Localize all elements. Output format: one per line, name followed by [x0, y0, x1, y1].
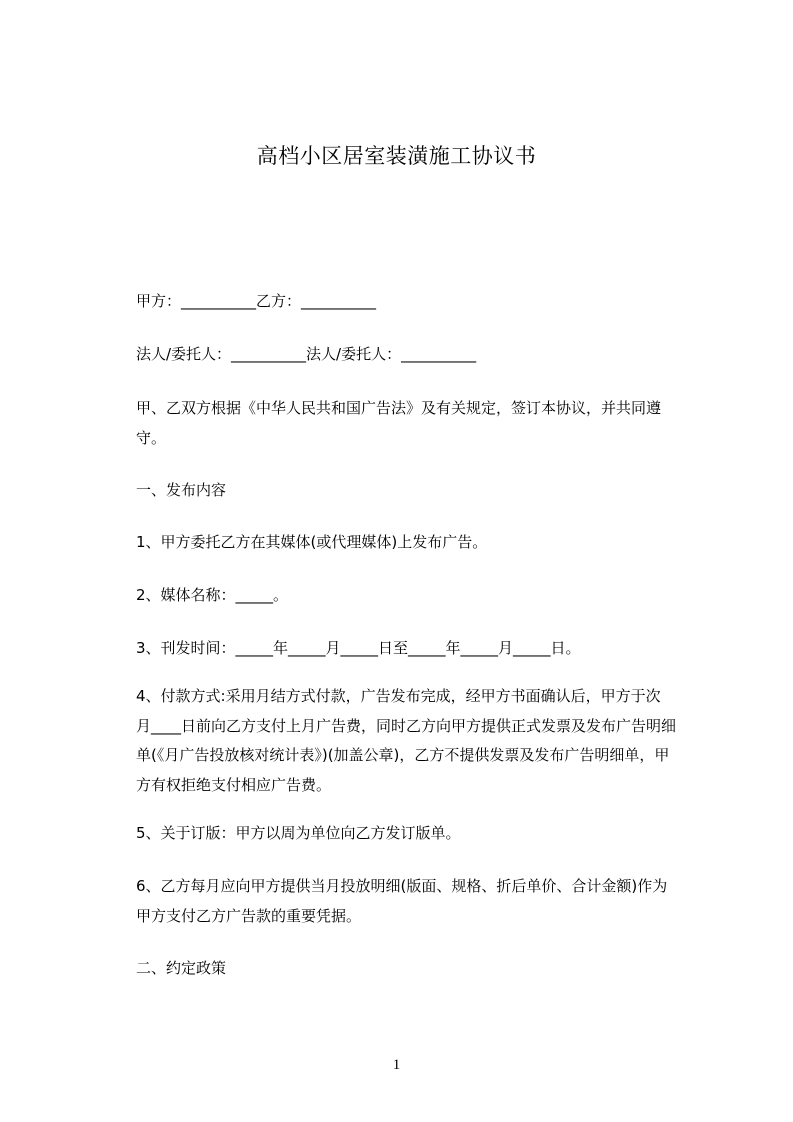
document-title: 高档小区居室装潢施工协议书	[256, 144, 537, 168]
parties-line: 甲方：__________乙方：__________	[136, 292, 377, 310]
intro-paragraph	[136, 394, 710, 453]
clause-4-line-4: 方有权拒绝支付相应广告费。	[136, 775, 332, 794]
clause-4-line-3: 单(《月广告投放核对统计表》)(加盖公章)，乙方不提供发票及发布广告明细单，甲	[136, 746, 670, 764]
clause-2: 2、媒体名称：_____。	[136, 586, 289, 604]
section-2-heading: 二、约定政策	[136, 959, 227, 977]
intro-line-1: 甲、乙双方根据《中华人民共和国广告法》及有关规定，签订本协议，并共同遵	[136, 399, 662, 417]
clause-6-line-1: 6、乙方每月应向甲方提供当月投放明细(版面、规格、折后单价、合计金额)作为	[136, 877, 668, 895]
intro-line-2: 守。	[136, 428, 167, 447]
clause-1: 1、甲方委托乙方在其媒体(或代理媒体)上发布广告。	[136, 533, 488, 551]
section-1-heading: 一、发布内容	[136, 481, 227, 499]
page-number: 1	[392, 1057, 401, 1073]
clause-5: 5、关于订版：甲方以周为单位向乙方发订版单。	[136, 824, 461, 842]
clause-4-paragraph	[136, 682, 710, 800]
clause-4-line-1: 4、付款方式:采用月结方式付款，广告发布完成，经甲方书面确认后，甲方于次	[136, 687, 661, 705]
clause-3: 3、刊发时间：_____年_____月_____日至_____年_____月_____日。	[136, 639, 581, 657]
clause-6-paragraph	[136, 872, 710, 931]
legal-representative-line: 法人/委托人：__________法人/委托人：__________	[136, 345, 477, 363]
clause-6-line-2: 甲方支付乙方广告款的重要凭据。	[136, 906, 362, 925]
clause-4-line-2: 月____日前向乙方支付上月广告费，同时乙方向甲方提供正式发票及发布广告明细	[136, 716, 677, 735]
